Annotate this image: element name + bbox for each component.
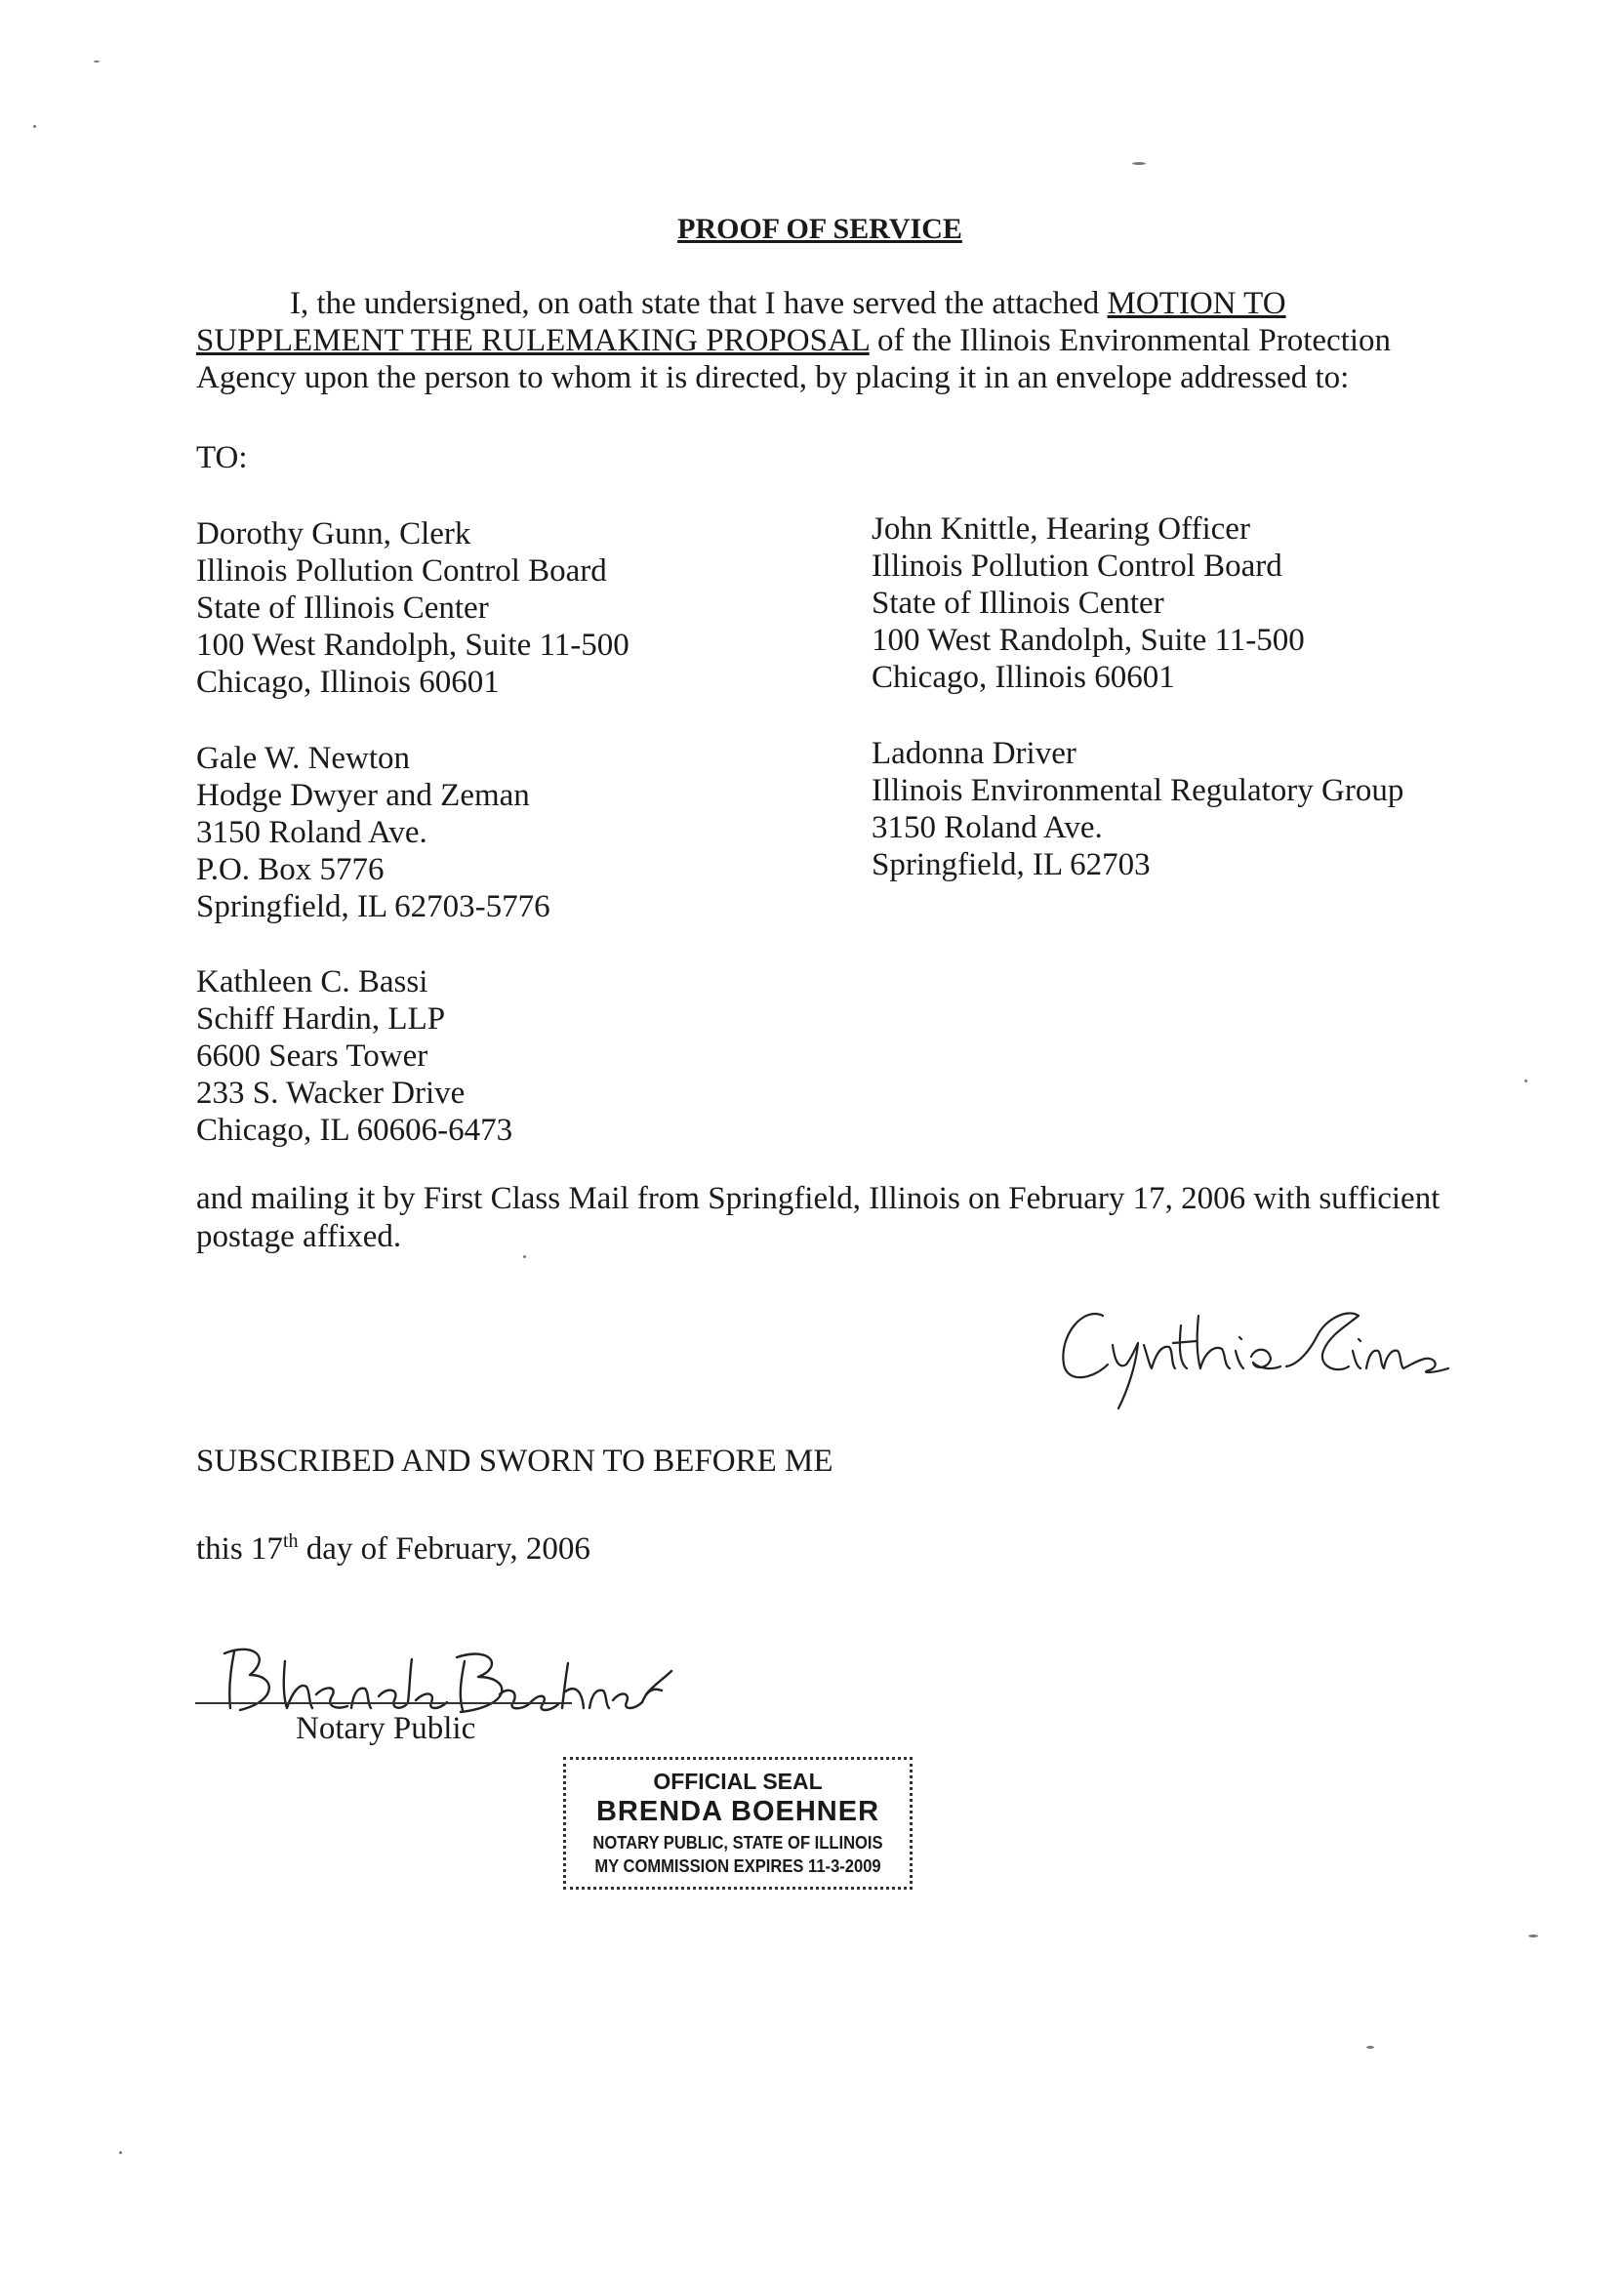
- date-line: [196, 1523, 590, 1568]
- intro-line-2-text: of the Illinois Environmental Protection: [869, 323, 1392, 358]
- scan-speck: [1524, 1080, 1527, 1082]
- recipient-line: Schiff Hardin, LLP: [196, 1001, 446, 1037]
- mailing-line-2: postage affixed.: [196, 1219, 402, 1254]
- recipient-line: 6600 Sears Tower: [196, 1039, 428, 1074]
- recipient-line: Hodge Dwyer and Zeman: [196, 778, 530, 813]
- recipient-address-block: [872, 735, 1403, 883]
- notary-signature-line: [195, 1702, 572, 1704]
- seal-notary-state: NOTARY PUBLIC, STATE OF ILLINOIS: [592, 1833, 883, 1853]
- to-label: TO:: [196, 440, 248, 475]
- motion-title-part-1: MOTION TO: [1107, 286, 1286, 321]
- seal-title: OFFICIAL SEAL: [653, 1769, 823, 1794]
- recipient-name: John Knittle, Hearing Officer: [872, 511, 1250, 547]
- recipient-line: 3150 Roland Ave.: [872, 810, 1103, 845]
- intro-line-3: Agency upon the person to whom it is directed, by placing it in an envelope addressed to:: [196, 360, 1350, 395]
- subscribed-statement: SUBSCRIBED AND SWORN TO BEFORE ME: [196, 1444, 833, 1479]
- recipient-line: Springfield, IL 62703-5776: [196, 889, 550, 924]
- scan-speck: [1132, 162, 1146, 165]
- seal-commission-expiry: MY COMMISSION EXPIRES 11-3-2009: [594, 1856, 881, 1876]
- recipient-line: Chicago, Illinois 60601: [196, 665, 500, 700]
- recipient-line: 100 West Randolph, Suite 11-500: [196, 628, 629, 663]
- scan-speck: [1528, 1935, 1538, 1937]
- recipient-line: Springfield, IL 62703: [872, 847, 1151, 882]
- recipient-line: State of Illinois Center: [872, 586, 1164, 621]
- date-line-rest: day of February, 2006: [298, 1531, 590, 1567]
- scan-speck: [1366, 2046, 1374, 2049]
- recipient-line: State of Illinois Center: [196, 591, 489, 626]
- recipient-address-block: [196, 963, 512, 1149]
- intro-line-2: [196, 322, 1391, 359]
- scan-speck: [33, 125, 36, 128]
- recipient-line: P.O. Box 5776: [196, 852, 385, 887]
- date-ordinal-suffix: th: [282, 1530, 299, 1552]
- scan-speck: [94, 61, 100, 62]
- intro-line-1-text: I, the undersigned, on oath state that I have served the attached: [290, 286, 1108, 321]
- scan-speck: [119, 2151, 122, 2154]
- recipient-name: Ladonna Driver: [872, 736, 1076, 771]
- motion-title-part-2: SUPPLEMENT THE RULEMAKING PROPOSAL: [196, 323, 870, 358]
- recipient-name: Kathleen C. Bassi: [196, 964, 428, 999]
- recipient-line: 3150 Roland Ave.: [196, 815, 427, 850]
- recipient-line: 100 West Randolph, Suite 11-500: [872, 623, 1305, 658]
- recipient-address-block: [196, 515, 629, 701]
- recipient-name: Gale W. Newton: [196, 741, 411, 776]
- recipient-name: Dorothy Gunn, Clerk: [196, 516, 471, 551]
- recipient-line: Chicago, Illinois 60601: [872, 660, 1175, 695]
- scan-speck: [523, 1255, 526, 1258]
- recipient-address-block: [872, 510, 1305, 696]
- recipient-line: Illinois Pollution Control Board: [872, 549, 1282, 584]
- recipient-address-block: [196, 740, 550, 925]
- recipient-line: Chicago, IL 60606-6473: [196, 1113, 513, 1148]
- date-line-prefix: this 17: [196, 1531, 283, 1567]
- recipient-line: 233 S. Wacker Drive: [196, 1076, 466, 1111]
- recipient-line: Illinois Pollution Control Board: [196, 553, 607, 589]
- mailing-line-1: and mailing it by First Class Mail from Springfield, Illinois on February 17, 2006 with sufficient: [196, 1181, 1441, 1216]
- document-title: PROOF OF SERVICE: [677, 213, 962, 245]
- seal-notary-name: BRENDA BOEHNER: [595, 1796, 880, 1827]
- recipient-line: Illinois Environmental Regulatory Group: [872, 773, 1404, 808]
- intro-line-1: [290, 285, 1286, 322]
- notary-seal: [563, 1757, 913, 1890]
- notary-label: Notary Public: [296, 1711, 476, 1746]
- server-signature: [1054, 1286, 1483, 1413]
